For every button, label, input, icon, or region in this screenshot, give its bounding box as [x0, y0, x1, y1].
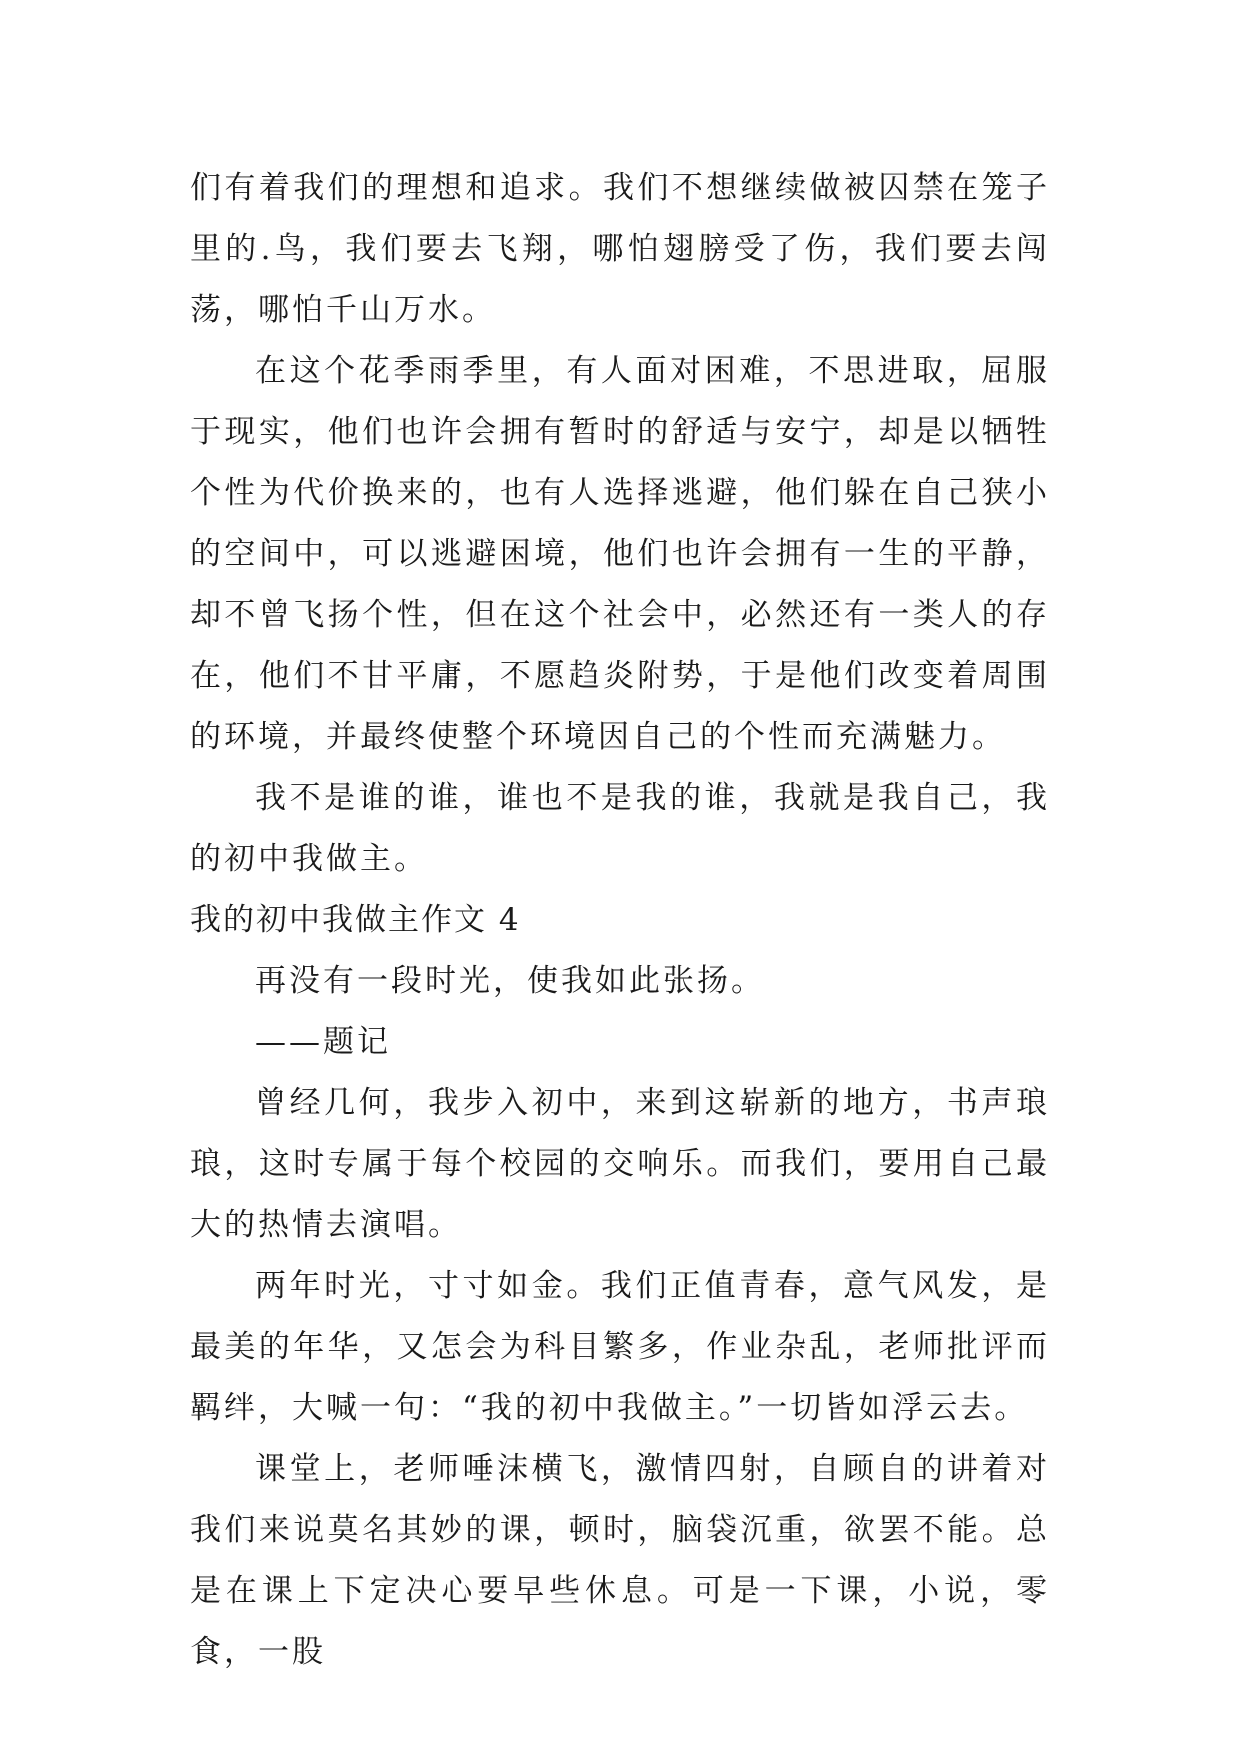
paragraph-2: 在这个花季雨季里，有人面对困难，不思进取，屈服于现实，他们也许会拥有暂时的舒适与安宁，却是以牺牲个性为代价换来的，也有人选择逃避，他们躲在自己狭小的空间中，可以逃避困境，他们也许会拥有一生的平静，却不曾飞扬个性，但在这个社会中，必然还有一类人的存在，他们不甘平庸，不愿趋炎附势，于是他们改变着周围的环境，并最终使整个环境因自己的个性而充满魅力。: [190, 353, 1050, 755]
paragraph-epigraph: ——题记: [255, 1024, 391, 1060]
paragraph-4: 再没有一段时光，使我如此张扬。: [255, 963, 765, 999]
document-body: [190, 158, 1050, 1683]
paragraph-6: 曾经几何，我步入初中，来到这崭新的地方，书声琅琅，这时专属于每个校园的交响乐。而我们，要用自己最大的热情去演唱。: [190, 1085, 1050, 1243]
paragraph-8: 课堂上，老师唾沫横飞，激情四射，自顾自的讲着对我们来说莫名其妙的课，顿时，脑袋沉重，欲罢不能。总是在课上下定决心要早些休息。可是一下课，小说，零食，一股: [190, 1451, 1050, 1670]
section-heading: 我的初中我做主作文 4: [190, 902, 521, 938]
paragraph-3: 我不是谁的谁，谁也不是我的谁，我就是我自己，我的初中我做主。: [190, 780, 1050, 877]
paragraph-7: 两年时光，寸寸如金。我们正值青春，意气风发，是最美的年华，又怎会为科目繁多，作业杂乱，老师批评而羁绊，大喊一句：“我的初中我做主。”一切皆如浮云去。: [190, 1268, 1050, 1426]
paragraph-1: 们有着我们的理想和追求。我们不想继续做被囚禁在笼子里的.鸟，我们要去飞翔，哪怕翅膀受了伤，我们要去闯荡，哪怕千山万水。: [190, 170, 1050, 328]
